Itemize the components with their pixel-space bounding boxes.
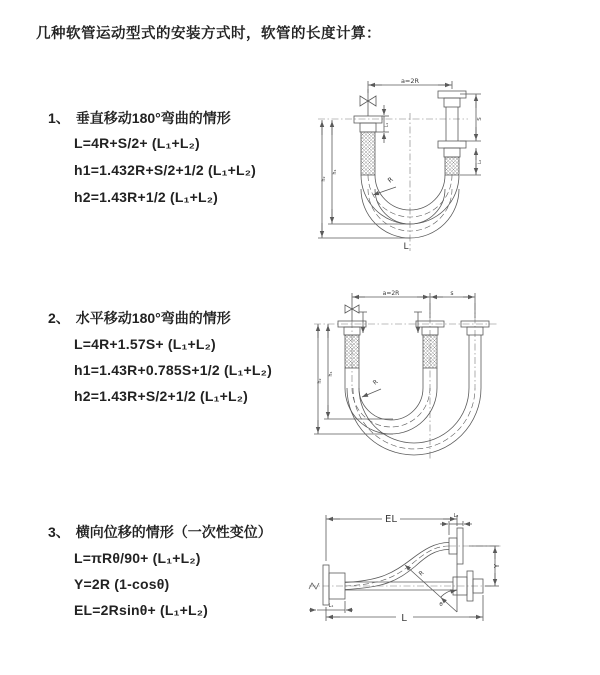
left-hose-braid: [345, 335, 359, 368]
section-1-number: 1、: [48, 110, 70, 126]
formula-line: L=4R+S/2+ (L₁+L₂): [74, 135, 200, 151]
label-l2: L₂: [453, 513, 459, 519]
hose-u-bend-1: [345, 368, 437, 434]
label-a2r: a=2R: [382, 290, 400, 297]
dimension-a2r-s: [352, 293, 475, 318]
label-s: s: [450, 290, 454, 297]
radius-leader: [362, 389, 381, 397]
section-3-title: 横向位移的情形（一次性变位）: [75, 524, 272, 540]
section-2-number: 2、: [48, 310, 70, 326]
diagram-horizontal-180-bend: [305, 288, 595, 468]
section-3-number: 3、: [48, 524, 70, 540]
label-a2r: a=2R: [400, 77, 420, 85]
section-1-title: 垂直移动180°弯曲的情形: [75, 110, 231, 126]
hose-displaced: [345, 543, 449, 590]
formula-line: h2=1.43R+S/2+1/2 (L₁+L₂): [74, 388, 249, 404]
label-s: S: [477, 117, 483, 121]
formula-line: h1=1.43R+0.785S+1/2 (L₁+L₂): [74, 362, 272, 378]
right-flange: [438, 91, 466, 157]
label-h2: h₂: [317, 378, 323, 384]
label-h1: h₁: [328, 371, 334, 377]
centerlines: [309, 546, 503, 589]
label-r: R: [386, 175, 395, 185]
section-2-title: 水平移动180°弯曲的情形: [75, 310, 231, 326]
section-1-heading: [48, 108, 231, 128]
radius-leader: [373, 187, 396, 195]
right-hose-braid: [445, 157, 459, 175]
label-r: R: [417, 569, 426, 578]
label-y: Y: [493, 563, 501, 569]
label-el: EL: [385, 514, 397, 525]
flanges: [338, 321, 489, 335]
label-l2: L₂: [478, 159, 483, 165]
section-3-heading: [48, 522, 272, 542]
diagram-lateral-displacement: [303, 505, 598, 660]
label-l1: L₁: [328, 603, 334, 609]
section-2-heading: [48, 308, 231, 328]
left-flange: [354, 116, 382, 132]
label-h1: h₁: [332, 169, 338, 175]
formula-line: h1=1.432R+S/2+1/2 (L₁+L₂): [74, 162, 256, 178]
left-hose-braid: [361, 132, 375, 175]
radius-and-angle: [405, 564, 457, 612]
formula-line: EL=2Rsinθ+ (L₁+L₂): [74, 602, 209, 618]
valve-icon: [345, 301, 359, 321]
label-l1: L₁: [385, 122, 390, 128]
formula-line: L=πRθ/90+ (L₁+L₂): [74, 550, 201, 566]
valve-icon: [360, 89, 376, 116]
formula-line: L=4R+1.57S+ (L₁+L₂): [74, 336, 216, 352]
formula-line: Y=2R (1-cosθ): [74, 576, 170, 592]
small-reference-arrows: [359, 312, 422, 333]
middle-hose-braid: [423, 335, 437, 368]
left-flange: [323, 565, 345, 605]
label-h2: h₂: [321, 176, 327, 182]
formula-line: h2=1.43R+1/2 (L₁+L₂): [74, 189, 219, 205]
label-theta: θ: [439, 602, 443, 608]
dimension-l2: [440, 521, 472, 535]
label-r: R: [371, 378, 380, 387]
page-title: 几种软管运动型式的安装方式时，软管的长度计算：: [36, 26, 381, 42]
hose-u-bend-2: [347, 388, 481, 455]
diagram-vertical-180-bend: [310, 75, 590, 260]
centerlines: [314, 303, 497, 460]
label-l: L: [401, 613, 407, 624]
label-l: L: [403, 242, 409, 252]
